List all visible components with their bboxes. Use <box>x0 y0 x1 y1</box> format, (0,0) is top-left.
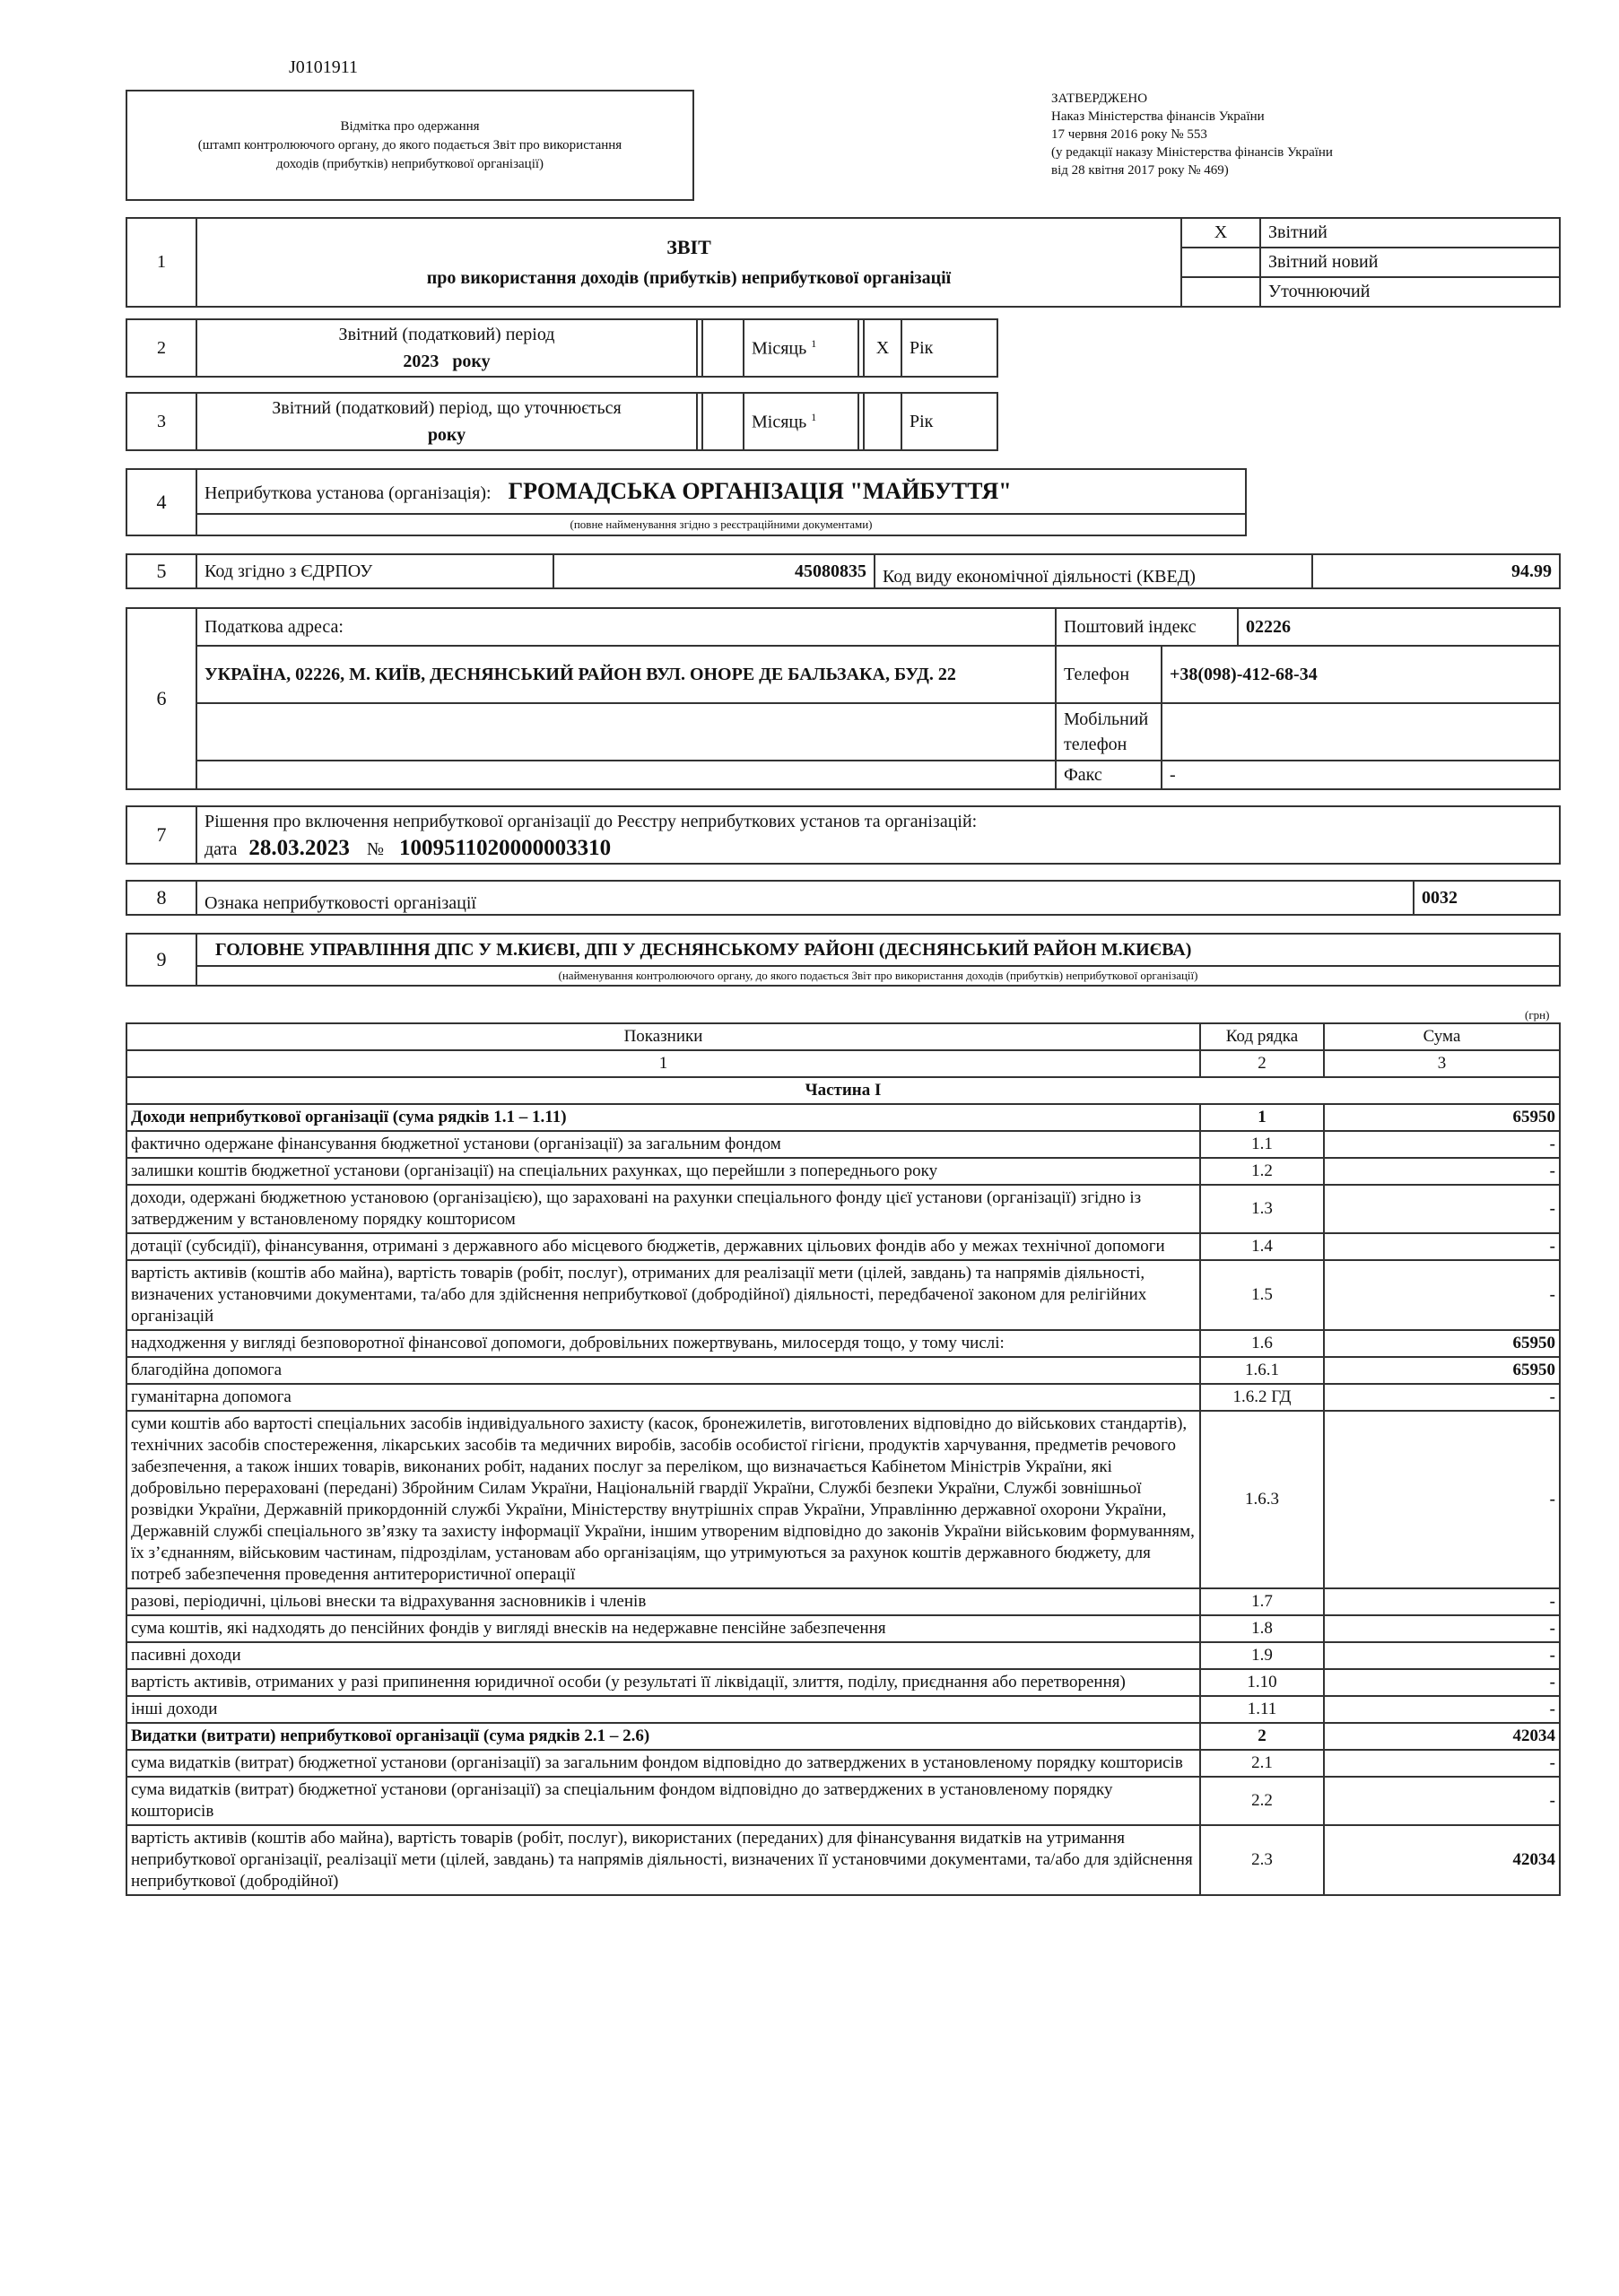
row-code: 2 <box>1200 1723 1324 1750</box>
kved-value: 94.99 <box>1312 554 1560 588</box>
tax-authority-caption: (найменування контролюючого органу, до якого подається Звіт про використання доходів (прибутків) неприбуткової організації) <box>196 966 1560 986</box>
report-type-mark[interactable]: X <box>1181 218 1260 248</box>
approval-note <box>1051 90 1333 179</box>
row-label: благодійна допомога <box>126 1357 1200 1384</box>
row-label: гуманітарна допомога <box>126 1384 1200 1411</box>
address-extra <box>196 761 1056 789</box>
report-title <box>196 218 1181 307</box>
table-row <box>126 1131 1560 1158</box>
row-sum: - <box>1324 1185 1560 1233</box>
approval-line: ЗАТВЕРДЖЕНО <box>1051 91 1148 106</box>
table-row <box>126 1588 1560 1615</box>
row-label: сума видатків (витрат) бюджетної установи (організації) за загальним фондом відповідно до затверджених в установленому порядку кошторисів <box>126 1750 1200 1777</box>
row-label: суми коштів або вартості спеціальних засобів індивідуального захисту (касок, бронежилетів, виготовлених відповідно до військових стандартів), технічних засобів спостереження, лікарських засобів та медичних виробів, засобів особистої гігієни, продуктів харчування, предметів речового забезпечення, а також інших товарів, виконаних робіт, наданих послуг за переліком, що визначається Кабінетом Міністрів України, які добровільно перераховані (передані) Збройним Силам України, Національній гвардії України, Службі безпеки України, Службі зовнішньої розвідки України, Державній прикордонній службі України, Міністерству внутрішніх справ України, Управлінню державної охорони України, Державній службі спеціального зв’язку та захисту інформації України, іншим утвореним відповідно до законів України військовим формуванням, їх з’єднанням, військовим частинам, підрозділам, установам або організаціям, що утримуються за рахунок коштів державного бюджету, для потреб забезпечення проведення антитерористичної операції <box>126 1411 1200 1588</box>
month-mark[interactable] <box>702 319 744 377</box>
row-sum: - <box>1324 1588 1560 1615</box>
period-cell <box>196 319 697 377</box>
organization-label: Неприбуткова установа (організація): <box>205 483 492 504</box>
row-sum: - <box>1324 1750 1560 1777</box>
row-label: інші доходи <box>126 1696 1200 1723</box>
row-code: 1.2 <box>1200 1158 1324 1185</box>
part-title: Частина І <box>126 1077 1560 1104</box>
table-row <box>126 1750 1560 1777</box>
nonprofit-sign-label: Ознака неприбутковості організації <box>196 881 1414 915</box>
month-label: Місяць <box>752 338 807 359</box>
income-expense-table <box>126 1022 1561 1896</box>
table-row <box>126 1260 1560 1330</box>
registry-cell <box>196 806 1560 864</box>
section-1-report-title <box>126 217 1561 308</box>
approval-line: 17 червня 2016 року № 553 <box>1051 127 1207 142</box>
nonprofit-sign-value: 0032 <box>1414 881 1560 915</box>
stamp-title: Відмітка про одержання <box>340 118 480 134</box>
section-7-registry-decision <box>126 805 1561 865</box>
row-number: 2 <box>126 319 196 377</box>
number-label: № <box>366 839 384 859</box>
table-row <box>126 1642 1560 1669</box>
row-sum: - <box>1324 1260 1560 1330</box>
mobile-label: Мобільний телефон <box>1056 703 1162 761</box>
postal-cell <box>1056 608 1560 646</box>
table-row <box>126 1357 1560 1384</box>
row-sum: 42034 <box>1324 1723 1560 1750</box>
mobile-value <box>1162 703 1560 761</box>
row-sum: - <box>1324 1131 1560 1158</box>
column-number: 1 <box>126 1050 1200 1077</box>
stamp-line: (штамп контролюючого органу, до якого подається Звіт про використання <box>197 137 622 152</box>
table-row <box>126 1825 1560 1895</box>
report-title-main: ЗВІТ <box>666 236 711 258</box>
table-row <box>126 1330 1560 1357</box>
report-type-mark[interactable] <box>1181 248 1260 277</box>
report-type-label: Уточнюючий <box>1260 277 1560 307</box>
column-number: 3 <box>1324 1050 1560 1077</box>
row-sum: 65950 <box>1324 1104 1560 1131</box>
stamp-line: доходів (прибутків) неприбуткової організації) <box>275 156 544 171</box>
kved-label: Код виду економічної діяльності (КВЕД) <box>875 554 1312 588</box>
year-label: Рік <box>901 393 997 450</box>
tax-authority-name: ГОЛОВНЕ УПРАВЛІННЯ ДПС У М.КИЄВІ, ДПІ У ДЕСНЯНСЬКОМУ РАЙОНІ (ДЕСНЯНСЬКИЙ РАЙОН М.КИЄВА) <box>196 934 1560 966</box>
row-label: сума коштів, які надходять до пенсійних фондів у вигляді внесків на недержавне пенсійне забезпечення <box>126 1615 1200 1642</box>
row-sum: - <box>1324 1233 1560 1260</box>
period-label: Звітний (податковий) період, що уточнюється <box>272 398 622 418</box>
row-label: доходи, одержані бюджетною установою (організацією), що зараховані на рахунки спеціального фонду цієї установи (організації) згідно із затвердженим у встановленому порядку кошторисом <box>126 1185 1200 1233</box>
fax-value: - <box>1162 761 1560 789</box>
registry-label: Рішення про включення неприбуткової організації до Реєстру неприбуткових установ та організацій: <box>205 811 978 831</box>
postal-value: 02226 <box>1246 616 1291 637</box>
table-row <box>126 1723 1560 1750</box>
table-row <box>126 1104 1560 1131</box>
year-mark[interactable] <box>864 393 901 450</box>
period-year-suffix: року <box>427 425 466 445</box>
table-row <box>126 1233 1560 1260</box>
row-sum: - <box>1324 1615 1560 1642</box>
section-5-codes <box>126 553 1561 589</box>
row-number: 3 <box>126 393 196 450</box>
footnote-mark: 1 <box>811 336 817 350</box>
row-sum: 42034 <box>1324 1825 1560 1895</box>
row-code: 1.6.1 <box>1200 1357 1324 1384</box>
report-type-label: Звітний новий <box>1260 248 1560 277</box>
row-number: 8 <box>126 881 196 915</box>
period-label: Звітний (податковий) період <box>338 325 555 344</box>
currency-unit: (грн) <box>1525 1008 1550 1022</box>
section-9-tax-authority <box>126 933 1561 987</box>
decision-date: 28.03.2023 <box>248 835 350 860</box>
date-label: дата <box>205 839 238 859</box>
approval-line: (у редакції наказу Міністерства фінансів України <box>1051 145 1333 160</box>
row-sum: - <box>1324 1158 1560 1185</box>
row-number: 1 <box>126 218 196 307</box>
approval-line: Наказ Міністерства фінансів України <box>1051 109 1265 124</box>
row-code: 1.9 <box>1200 1642 1324 1669</box>
section-8-nonprofit-sign <box>126 880 1561 916</box>
row-label: вартість активів (коштів або майна), вартість товарів (робіт, послуг), отриманих для реалізації мети (цілей, завдань) та напрямів діяльності, визначених установчими документами, та/або для здійснення неприбуткової (добродійної) діяльності, передбаченої законом для релігійних організацій <box>126 1260 1200 1330</box>
report-type-label: Звітний <box>1260 218 1560 248</box>
header-indicators: Показники <box>126 1023 1200 1050</box>
postal-label: Поштовий індекс <box>1057 609 1238 645</box>
row-number: 6 <box>126 608 196 789</box>
row-code: 1.10 <box>1200 1669 1324 1696</box>
row-label: дотації (субсидії), фінансування, отримані з державного або місцевого бюджетів, державних цільових фондів або у межах технічної допомоги <box>126 1233 1200 1260</box>
year-label: Рік <box>901 319 997 377</box>
table-row <box>126 1696 1560 1723</box>
row-label: Доходи неприбуткової організації (сума рядків 1.1 – 1.11) <box>126 1104 1200 1131</box>
column-number: 2 <box>1200 1050 1324 1077</box>
row-code: 1.1 <box>1200 1131 1324 1158</box>
table-row <box>126 1777 1560 1825</box>
row-code: 2.3 <box>1200 1825 1324 1895</box>
row-sum: - <box>1324 1384 1560 1411</box>
address-value: УКРАЇНА, 02226, М. КИЇВ, ДЕСНЯНСЬКИЙ РАЙОН ВУЛ. ОНОРЕ ДЕ БАЛЬЗАКА, БУД. 22 <box>196 646 1056 703</box>
period-year-suffix: року <box>452 352 491 371</box>
table-row <box>126 1158 1560 1185</box>
month-label-cell <box>744 393 858 450</box>
approval-line: від 28 квітня 2017 року № 469) <box>1051 163 1229 178</box>
report-subtitle: про використання доходів (прибутків) неприбуткової організації <box>426 268 952 288</box>
organization-cell <box>196 469 1246 514</box>
receipt-stamp-box <box>126 90 694 201</box>
row-label: Видатки (витрати) неприбуткової організації (сума рядків 2.1 – 2.6) <box>126 1723 1200 1750</box>
phone-value: +38(098)-412-68-34 <box>1162 646 1560 703</box>
row-sum: - <box>1324 1669 1560 1696</box>
row-sum: 65950 <box>1324 1357 1560 1384</box>
header-row-code: Код рядка <box>1200 1023 1324 1050</box>
row-number: 7 <box>126 806 196 864</box>
organization-caption: (повне найменування згідно з реєстраційними документами) <box>196 514 1246 535</box>
organization-name: ГРОМАДСЬКА ОРГАНІЗАЦІЯ "МАЙБУТТЯ" <box>508 478 1012 505</box>
row-label: залишки коштів бюджетної установи (організації) на спеціальних рахунках, що перейшли з попереднього року <box>126 1158 1200 1185</box>
row-label: разові, періодичні, цільові внески та відрахування засновників і членів <box>126 1588 1200 1615</box>
form-code: J0101911 <box>289 57 359 77</box>
row-code: 1.6.3 <box>1200 1411 1324 1588</box>
header-sum: Сума <box>1324 1023 1560 1050</box>
row-sum: - <box>1324 1411 1560 1588</box>
section-4-organization <box>126 468 1247 536</box>
address-label: Податкова адреса: <box>196 608 1056 646</box>
row-number: 9 <box>126 934 196 986</box>
row-code: 2.2 <box>1200 1777 1324 1825</box>
report-type-mark[interactable] <box>1181 277 1260 307</box>
row-label: сума видатків (витрат) бюджетної установи (організації) за спеціальним фондом відповідно до затверджених в установленому порядку кошторисів <box>126 1777 1200 1825</box>
row-sum: - <box>1324 1696 1560 1723</box>
row-code: 1.3 <box>1200 1185 1324 1233</box>
row-code: 1.6 <box>1200 1330 1324 1357</box>
period-year: 2023 <box>403 352 440 371</box>
row-label: пасивні доходи <box>126 1642 1200 1669</box>
month-mark[interactable] <box>702 393 744 450</box>
phone-label: Телефон <box>1056 646 1162 703</box>
row-sum: - <box>1324 1777 1560 1825</box>
edrpou-label: Код згідно з ЄДРПОУ <box>196 554 553 588</box>
row-code: 1.5 <box>1200 1260 1324 1330</box>
row-code: 1 <box>1200 1104 1324 1131</box>
row-label: вартість активів, отриманих у разі припинення юридичної особи (у результаті її ліквідації, злиття, поділу, приєднання або перетворення) <box>126 1669 1200 1696</box>
address-extra <box>196 703 1056 761</box>
fax-label: Факс <box>1056 761 1162 789</box>
row-label: фактично одержане фінансування бюджетної установи (організації) за загальним фондом <box>126 1131 1200 1158</box>
table-body <box>126 1104 1560 1895</box>
row-number: 4 <box>126 469 196 535</box>
row-code: 2.1 <box>1200 1750 1324 1777</box>
table-row <box>126 1669 1560 1696</box>
table-row <box>126 1185 1560 1233</box>
row-label: надходження у вигляді безповоротної фінансової допомоги, добровільних пожертвувань, милосердя тощо, у тому числі: <box>126 1330 1200 1357</box>
row-label: вартість активів (коштів або майна), вартість товарів (робіт, послуг), використаних (переданих) для фінансування видатків на утримання неприбуткової організації, реалізації мети (цілей, завдань) та напрямів діяльності, визначених її установчими документами, та/або для здійснення неприбуткової (добродійної) <box>126 1825 1200 1895</box>
table-row <box>126 1615 1560 1642</box>
row-sum: 65950 <box>1324 1330 1560 1357</box>
period-cell <box>196 393 697 450</box>
decision-number: 1009511020000003310 <box>399 835 612 860</box>
section-3-clarified-period <box>126 392 998 451</box>
footnote-mark: 1 <box>811 410 817 423</box>
table-row <box>126 1411 1560 1588</box>
month-label: Місяць <box>752 412 807 432</box>
row-sum: - <box>1324 1642 1560 1669</box>
section-6-address <box>126 607 1561 790</box>
section-2-reporting-period <box>126 318 998 378</box>
row-code: 1.11 <box>1200 1696 1324 1723</box>
month-label-cell <box>744 319 858 377</box>
row-number: 5 <box>126 554 196 588</box>
edrpou-value: 45080835 <box>553 554 875 588</box>
row-code: 1.7 <box>1200 1588 1324 1615</box>
row-code: 1.6.2 ГД <box>1200 1384 1324 1411</box>
table-row <box>126 1384 1560 1411</box>
row-code: 1.4 <box>1200 1233 1324 1260</box>
row-code: 1.8 <box>1200 1615 1324 1642</box>
year-mark[interactable]: X <box>864 319 901 377</box>
